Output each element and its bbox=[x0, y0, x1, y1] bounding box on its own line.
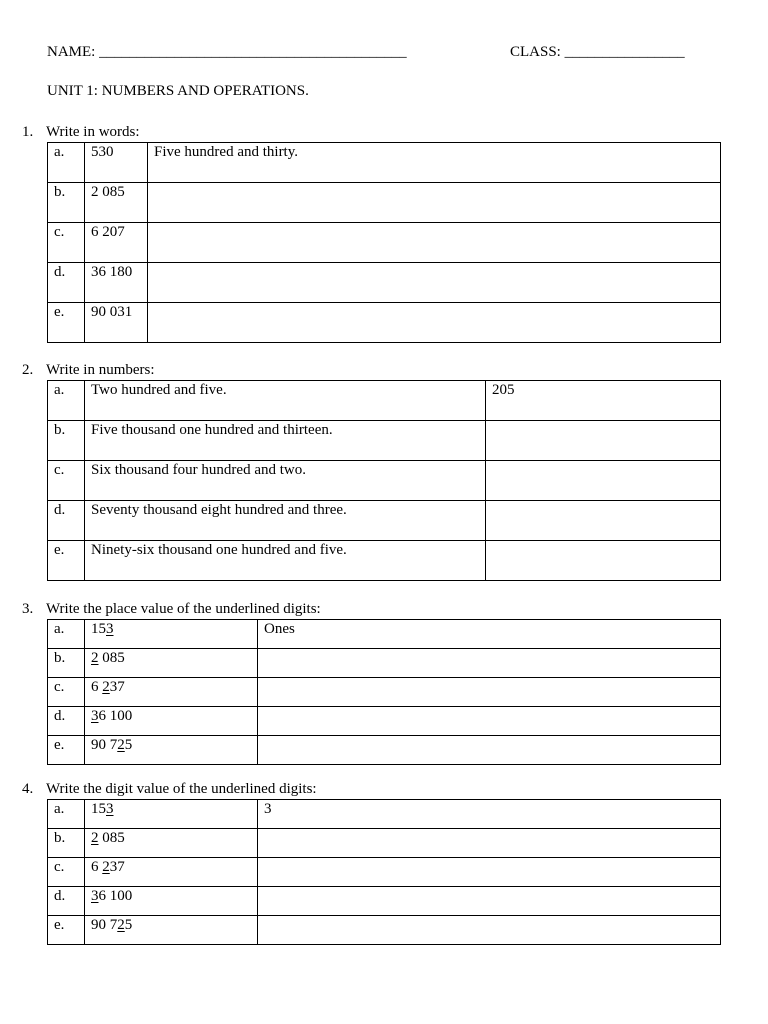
answer-cell[interactable] bbox=[486, 421, 721, 461]
number-cell: 90 031 bbox=[85, 303, 148, 343]
words-cell: Five thousand one hundred and thirteen. bbox=[85, 421, 486, 461]
table-row bbox=[48, 678, 721, 707]
words-cell: Six thousand four hundred and two. bbox=[85, 461, 486, 501]
words-cell: Seventy thousand eight hundred and three. bbox=[85, 501, 486, 541]
answer-cell[interactable] bbox=[258, 858, 721, 887]
answer-cell[interactable] bbox=[486, 461, 721, 501]
underlined-digit: 2 bbox=[102, 859, 110, 875]
question-text: Write the place value of the underlined digits: bbox=[46, 601, 321, 617]
question-2-title bbox=[22, 362, 155, 379]
question-text: Write the digit value of the underlined digits: bbox=[46, 781, 317, 797]
answer-cell[interactable]: 205 bbox=[486, 381, 721, 421]
table-row bbox=[48, 858, 721, 887]
answer-cell[interactable] bbox=[258, 829, 721, 858]
digit-value-table bbox=[47, 799, 721, 945]
underlined-digit: 2 bbox=[102, 679, 110, 695]
question-number: 1. bbox=[22, 124, 34, 140]
row-letter: e. bbox=[48, 916, 85, 945]
underlined-digit: 3 bbox=[91, 888, 99, 904]
row-letter: b. bbox=[48, 421, 85, 461]
table-row bbox=[48, 183, 721, 223]
unit-title: UNIT 1: NUMBERS AND OPERATIONS. bbox=[47, 83, 309, 99]
table-row bbox=[48, 421, 721, 461]
table-row bbox=[48, 303, 721, 343]
class-field-label: CLASS: ________________ bbox=[510, 44, 685, 60]
table-row bbox=[48, 381, 721, 421]
question-number: 3. bbox=[22, 601, 34, 617]
row-letter: e. bbox=[48, 303, 85, 343]
table-row bbox=[48, 143, 721, 183]
number-cell: 2 085 bbox=[85, 183, 148, 223]
answer-cell[interactable]: Ones bbox=[258, 620, 721, 649]
table-row bbox=[48, 707, 721, 736]
table-row bbox=[48, 461, 721, 501]
row-letter: d. bbox=[48, 887, 85, 916]
row-letter: b. bbox=[48, 649, 85, 678]
table-row bbox=[48, 829, 721, 858]
number-cell: 153 bbox=[85, 620, 258, 649]
number-cell: 36 100 bbox=[85, 707, 258, 736]
underlined-digit: 3 bbox=[106, 801, 114, 817]
number-cell: 6 237 bbox=[85, 678, 258, 707]
words-cell: Two hundred and five. bbox=[85, 381, 486, 421]
row-letter: c. bbox=[48, 678, 85, 707]
row-letter: a. bbox=[48, 620, 85, 649]
table-row bbox=[48, 887, 721, 916]
answer-cell[interactable] bbox=[148, 223, 721, 263]
table-row bbox=[48, 223, 721, 263]
question-number: 2. bbox=[22, 362, 34, 378]
answer-cell[interactable] bbox=[258, 736, 721, 765]
answer-cell[interactable] bbox=[148, 263, 721, 303]
table-row bbox=[48, 501, 721, 541]
row-letter: e. bbox=[48, 541, 85, 581]
table-row bbox=[48, 916, 721, 945]
place-value-table bbox=[47, 619, 721, 765]
answer-cell[interactable] bbox=[258, 707, 721, 736]
table-row bbox=[48, 620, 721, 649]
name-field-label: NAME: _________________________________________ bbox=[47, 44, 407, 60]
row-letter: e. bbox=[48, 736, 85, 765]
answer-cell[interactable]: 3 bbox=[258, 800, 721, 829]
row-letter: a. bbox=[48, 381, 85, 421]
answer-cell[interactable] bbox=[258, 678, 721, 707]
row-letter: c. bbox=[48, 461, 85, 501]
words-cell: Ninety-six thousand one hundred and five. bbox=[85, 541, 486, 581]
row-letter: d. bbox=[48, 707, 85, 736]
write-in-words-table bbox=[47, 142, 721, 343]
number-cell: 153 bbox=[85, 800, 258, 829]
answer-cell[interactable]: Five hundred and thirty. bbox=[148, 143, 721, 183]
row-letter: b. bbox=[48, 829, 85, 858]
question-3-title bbox=[22, 601, 321, 618]
row-letter: a. bbox=[48, 800, 85, 829]
answer-cell[interactable] bbox=[486, 501, 721, 541]
answer-cell[interactable] bbox=[258, 916, 721, 945]
question-text: Write in numbers: bbox=[46, 362, 155, 378]
underlined-digit: 2 bbox=[91, 830, 99, 846]
row-letter: d. bbox=[48, 501, 85, 541]
underlined-digit: 2 bbox=[91, 650, 99, 666]
answer-cell[interactable] bbox=[486, 541, 721, 581]
table-row bbox=[48, 263, 721, 303]
number-cell: 90 725 bbox=[85, 916, 258, 945]
number-cell: 2 085 bbox=[85, 829, 258, 858]
table-row bbox=[48, 800, 721, 829]
question-1-title bbox=[22, 124, 140, 141]
answer-cell[interactable] bbox=[258, 649, 721, 678]
underlined-digit: 3 bbox=[106, 621, 114, 637]
write-in-numbers-table bbox=[47, 380, 721, 581]
number-cell: 6 237 bbox=[85, 858, 258, 887]
number-cell: 36 180 bbox=[85, 263, 148, 303]
underlined-digit: 2 bbox=[117, 737, 125, 753]
row-letter: c. bbox=[48, 223, 85, 263]
row-letter: c. bbox=[48, 858, 85, 887]
number-cell: 530 bbox=[85, 143, 148, 183]
question-text: Write in words: bbox=[46, 124, 140, 140]
question-number: 4. bbox=[22, 781, 34, 797]
number-cell: 2 085 bbox=[85, 649, 258, 678]
answer-cell[interactable] bbox=[258, 887, 721, 916]
row-letter: d. bbox=[48, 263, 85, 303]
number-cell: 36 100 bbox=[85, 887, 258, 916]
number-cell: 6 207 bbox=[85, 223, 148, 263]
question-4-title bbox=[22, 781, 317, 798]
number-cell: 90 725 bbox=[85, 736, 258, 765]
answer-cell[interactable] bbox=[148, 183, 721, 223]
table-row bbox=[48, 736, 721, 765]
table-row bbox=[48, 649, 721, 678]
row-letter: b. bbox=[48, 183, 85, 223]
answer-cell[interactable] bbox=[148, 303, 721, 343]
underlined-digit: 2 bbox=[117, 917, 125, 933]
row-letter: a. bbox=[48, 143, 85, 183]
table-row bbox=[48, 541, 721, 581]
underlined-digit: 3 bbox=[91, 708, 99, 724]
